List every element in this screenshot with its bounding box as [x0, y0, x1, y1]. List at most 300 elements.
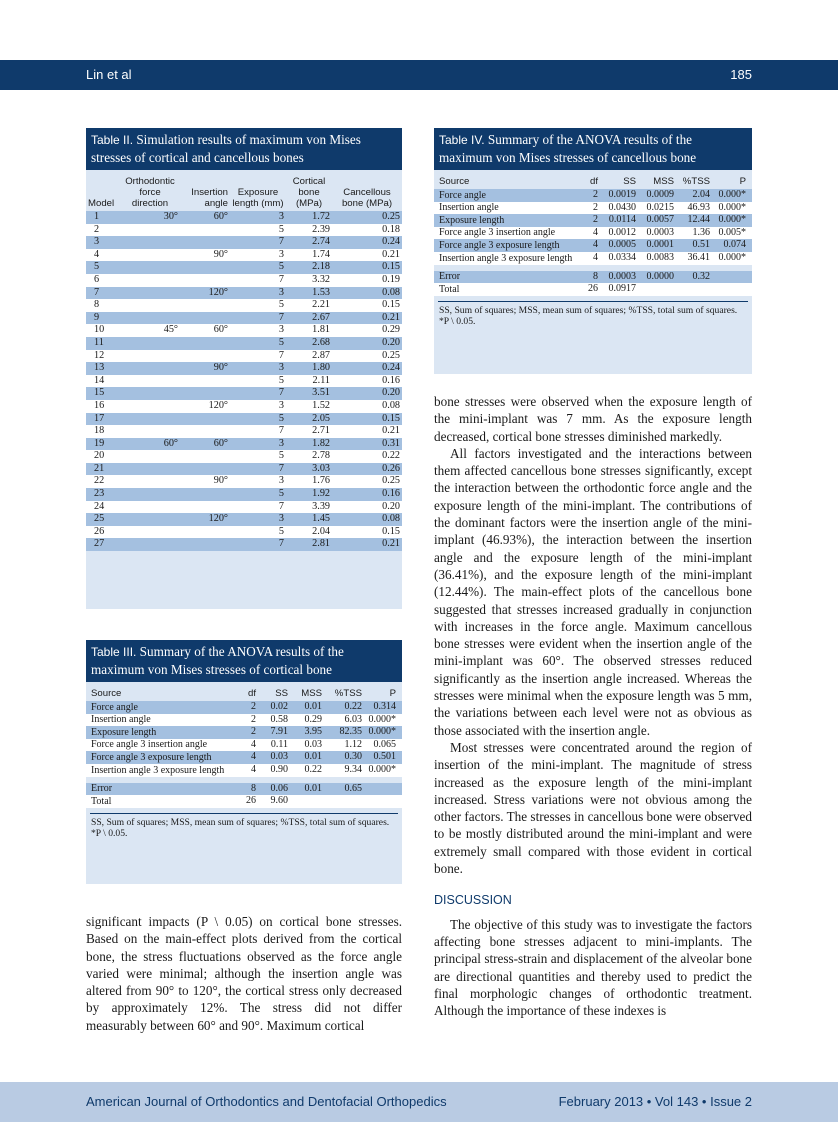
table-2-header-row	[86, 176, 402, 211]
table-cell	[180, 526, 230, 539]
table-2-header: Model	[88, 198, 115, 209]
table-cell: 26	[582, 283, 600, 296]
table-row	[86, 783, 402, 796]
table-cell: 0.22	[324, 701, 364, 714]
table-row	[434, 283, 752, 296]
table-4-header: Source	[439, 176, 470, 187]
table-cell: 0.01	[290, 751, 324, 764]
table-cell: 0.000*	[712, 202, 752, 215]
table-cell: 8	[86, 299, 120, 312]
table-3-header: SS	[275, 688, 288, 699]
table-cell: 0.01	[290, 783, 324, 796]
table-cell	[324, 795, 364, 808]
table-cell	[180, 375, 230, 388]
table-cell: 12	[86, 350, 120, 363]
table-cell	[120, 261, 180, 274]
table-cell: 0.02	[258, 701, 290, 714]
table-row	[86, 538, 402, 551]
table-cell: 7	[230, 312, 286, 325]
table-cell: 0.000*	[712, 214, 752, 227]
table-cell: 0.0430	[600, 202, 638, 215]
table-cell	[180, 274, 230, 287]
table-4-header: P	[739, 176, 746, 187]
table-cell: Force angle	[86, 701, 236, 714]
table-cell: 1.81	[286, 324, 332, 337]
table-cell: 0.51	[676, 239, 712, 252]
table-cell: 60°	[180, 438, 230, 451]
table-cell: 2.18	[286, 261, 332, 274]
table-cell: 0.0003	[638, 227, 676, 240]
table-row	[86, 362, 402, 375]
table-cell	[180, 312, 230, 325]
table-cell: Force angle 3 insertion angle	[86, 739, 236, 752]
table-cell: 90°	[180, 249, 230, 262]
table-row	[86, 261, 402, 274]
table-3-footnote: SS, Sum of squares; MSS, mean sum of squares; %TSS, total sum of squares. *P \ 0.05.	[90, 813, 398, 846]
table-cell	[180, 463, 230, 476]
table-cell: 0.20	[332, 337, 402, 350]
table-cell: 0.16	[332, 488, 402, 501]
table-cell: 0.03	[290, 739, 324, 752]
table-cell	[180, 350, 230, 363]
table-row	[86, 463, 402, 476]
table-cell: 1.72	[286, 211, 332, 224]
table-2-header: Insertion angle	[191, 187, 228, 209]
table-cell: 8	[582, 271, 600, 284]
table-row	[86, 501, 402, 514]
table-cell: 0.29	[332, 324, 402, 337]
table-cell: 1.74	[286, 249, 332, 262]
table-cell: Error	[434, 271, 582, 284]
table-cell: 4	[236, 764, 258, 777]
table-cell: 26	[86, 526, 120, 539]
table-row	[86, 350, 402, 363]
table-cell	[712, 271, 752, 284]
table-cell: 1.45	[286, 513, 332, 526]
table-cell: 9.34	[324, 764, 364, 777]
table-cell	[180, 337, 230, 350]
table-cell: 0.0003	[600, 271, 638, 284]
table-cell	[120, 274, 180, 287]
table-cell: 0.0215	[638, 202, 676, 215]
table-row	[86, 438, 402, 451]
table-cell: 1.36	[676, 227, 712, 240]
table-row	[434, 239, 752, 252]
table-cell: 2.78	[286, 450, 332, 463]
table-cell: 1.53	[286, 287, 332, 300]
table-cell: 2	[236, 714, 258, 727]
paragraph: bone stresses were observed when the exposure length of the mini-implant was 7 mm. As the exposure length decreased, cortical bone stresses diminished markedly.	[434, 394, 752, 444]
table-cell: 0.000*	[364, 726, 402, 739]
table-cell: 30°	[120, 211, 180, 224]
table-cell: 120°	[180, 287, 230, 300]
table-3-grid	[86, 688, 402, 808]
table-cell: 0.065	[364, 739, 402, 752]
table-cell	[120, 501, 180, 514]
table-cell: 120°	[180, 513, 230, 526]
table-cell: Insertion angle 3 exposure length	[86, 764, 236, 777]
table-cell: Force angle 3 exposure length	[86, 751, 236, 764]
table-row	[86, 413, 402, 426]
table-cell: 2.05	[286, 413, 332, 426]
table-cell: 7	[230, 425, 286, 438]
right-column-text	[434, 393, 752, 1019]
table-cell: 2.81	[286, 538, 332, 551]
table-cell: 3	[230, 475, 286, 488]
table-cell: 3	[230, 249, 286, 262]
table-row	[86, 287, 402, 300]
table-cell: 0.22	[332, 450, 402, 463]
table-cell	[120, 488, 180, 501]
table-cell: 0.000*	[712, 189, 752, 202]
table-cell: 0.501	[364, 751, 402, 764]
table-cell: Force angle 3 exposure length	[434, 239, 582, 252]
table-cell: 25	[86, 513, 120, 526]
table-cell: 2	[236, 726, 258, 739]
table-cell: 36.41	[676, 252, 712, 265]
table-cell: 0.01	[290, 701, 324, 714]
table-cell: 0.90	[258, 764, 290, 777]
table-cell: Insertion angle	[86, 714, 236, 727]
table-row	[86, 375, 402, 388]
table-cell	[676, 283, 712, 296]
table-cell: 2.21	[286, 299, 332, 312]
table-cell	[120, 513, 180, 526]
table-cell: 0.000*	[712, 252, 752, 265]
table-cell: 1.92	[286, 488, 332, 501]
table-cell	[120, 236, 180, 249]
table-cell	[180, 538, 230, 551]
table-cell	[180, 236, 230, 249]
table-cell: 2.04	[286, 526, 332, 539]
table-cell: 6.03	[324, 714, 364, 727]
table-cell: 0.0001	[638, 239, 676, 252]
table-cell: 60°	[180, 324, 230, 337]
table-cell: 7	[230, 387, 286, 400]
table-4-title: Table IV. Summary of the ANOVA results of the maximum von Mises stresses of cancellous bone	[434, 128, 752, 170]
table-cell: 5	[230, 488, 286, 501]
table-cell: 17	[86, 413, 120, 426]
table-cell	[120, 538, 180, 551]
table-row	[434, 189, 752, 202]
table-row	[86, 488, 402, 501]
table-cell: 5	[230, 261, 286, 274]
table-cell: 0.58	[258, 714, 290, 727]
table-cell: Insertion angle 3 exposure length	[434, 252, 582, 265]
table-cell: 0.0019	[600, 189, 638, 202]
table-row	[86, 726, 402, 739]
table-row	[86, 513, 402, 526]
table-cell: 90°	[180, 475, 230, 488]
table-cell: 8	[236, 783, 258, 796]
table-cell: 3.32	[286, 274, 332, 287]
table-cell: 0.21	[332, 312, 402, 325]
table-2-header: Exposure length (mm)	[232, 187, 284, 209]
table-cell: 2	[582, 189, 600, 202]
table-cell	[120, 413, 180, 426]
table-3-header: df	[247, 688, 256, 699]
table-cell: 0.21	[332, 425, 402, 438]
table-row	[86, 236, 402, 249]
table-cell: 2.11	[286, 375, 332, 388]
table-2-title: Table II. Simulation results of maximum von Mises stresses of cortical and cancellous bones	[86, 128, 402, 170]
table-cell: 2	[582, 214, 600, 227]
table-cell	[364, 795, 402, 808]
table-cell	[120, 362, 180, 375]
table-cell: 0.0012	[600, 227, 638, 240]
table-row	[86, 526, 402, 539]
table-cell: 2.67	[286, 312, 332, 325]
table-cell: 82.35	[324, 726, 364, 739]
table-cell: 0.0083	[638, 252, 676, 265]
table-row	[86, 764, 402, 777]
table-row	[86, 312, 402, 325]
table-cell: 5	[230, 224, 286, 237]
table-cell	[120, 350, 180, 363]
section-heading-discussion: DISCUSSION	[434, 893, 512, 908]
table-4-header: %TSS	[682, 176, 710, 187]
table-4-header-row	[434, 176, 752, 189]
table-cell: 3.39	[286, 501, 332, 514]
table-row	[434, 271, 752, 284]
table-cell: 0.08	[332, 287, 402, 300]
table-row	[86, 249, 402, 262]
table-row	[86, 211, 402, 224]
table-cell: 0.0334	[600, 252, 638, 265]
table-row	[434, 202, 752, 215]
table-cell: 5	[86, 261, 120, 274]
table-cell: 4	[236, 751, 258, 764]
left-column-text	[86, 913, 402, 1034]
table-cell: Exposure length	[434, 214, 582, 227]
table-cell	[120, 224, 180, 237]
running-footer	[0, 1082, 838, 1122]
table-cell: 7	[230, 274, 286, 287]
table-3-header: Source	[91, 688, 122, 699]
table-row	[86, 475, 402, 488]
table-cell: 0.20	[332, 501, 402, 514]
table-cell: 4	[582, 239, 600, 252]
table-cell: 0.06	[258, 783, 290, 796]
table-cell	[120, 375, 180, 388]
table-cell	[180, 425, 230, 438]
table-4-header: SS	[623, 176, 636, 187]
table-2-header: Cancellous bone (MPa)	[341, 187, 393, 209]
table-cell	[120, 526, 180, 539]
table-cell	[120, 312, 180, 325]
table-cell: 0.000*	[364, 714, 402, 727]
table-cell: Total	[86, 795, 236, 808]
table-cell: 0.25	[332, 350, 402, 363]
table-cell: 2.68	[286, 337, 332, 350]
table-cell: 0.16	[332, 375, 402, 388]
table-cell: 4	[582, 227, 600, 240]
table-cell	[180, 488, 230, 501]
table-cell: 0.25	[332, 475, 402, 488]
table-2-header: Cortical bone (MPa)	[292, 176, 326, 209]
table-cell: 0.15	[332, 299, 402, 312]
table-cell: 3	[230, 324, 286, 337]
table-3-header-row	[86, 688, 402, 701]
table-cell: 60°	[180, 211, 230, 224]
table-cell: 3.51	[286, 387, 332, 400]
table-cell: 0.24	[332, 362, 402, 375]
table-cell: 0.0114	[600, 214, 638, 227]
running-header-authors: Lin et al	[86, 67, 132, 82]
table-cell: 60°	[120, 438, 180, 451]
table-row	[86, 751, 402, 764]
table-row	[86, 387, 402, 400]
table-cell: 5	[230, 299, 286, 312]
table-cell: 7	[230, 236, 286, 249]
table-2	[86, 128, 402, 609]
table-cell: 3	[230, 400, 286, 413]
table-cell: 3	[86, 236, 120, 249]
running-header	[0, 60, 838, 90]
table-cell: 3	[230, 513, 286, 526]
table-cell: 0.11	[258, 739, 290, 752]
table-cell: 5	[230, 526, 286, 539]
table-cell: 4	[582, 252, 600, 265]
table-cell: 0.29	[290, 714, 324, 727]
table-cell: 0.15	[332, 526, 402, 539]
table-cell: 2	[582, 202, 600, 215]
table-cell	[712, 283, 752, 296]
table-cell: 0.15	[332, 261, 402, 274]
table-cell	[180, 501, 230, 514]
table-cell: 5	[230, 413, 286, 426]
table-cell	[120, 387, 180, 400]
table-cell	[638, 283, 676, 296]
table-cell: 0.26	[332, 463, 402, 476]
table-cell	[120, 475, 180, 488]
table-row	[86, 224, 402, 237]
table-cell: 0.0057	[638, 214, 676, 227]
table-2-grid	[86, 176, 402, 551]
table-cell: Total	[434, 283, 582, 296]
paragraph: significant impacts (P \ 0.05) on cortical bone stresses. Based on the main-effect plots derived from the cortical bone, the stress fluctuations observed as the force angle varied were minimal; although the insertion angle was altered from 90° to 120°, the cortical stress only decreased by approximately 12%. The stress did not differ measurably between 60° and 90°. Maximum cortical	[86, 914, 402, 1033]
table-cell: 1	[86, 211, 120, 224]
table-row	[86, 701, 402, 714]
table-cell: 5	[230, 450, 286, 463]
table-cell: 2.71	[286, 425, 332, 438]
table-cell: 26	[236, 795, 258, 808]
table-cell: 3	[230, 362, 286, 375]
table-cell	[120, 400, 180, 413]
table-cell: 0.22	[290, 764, 324, 777]
table-cell: Insertion angle	[434, 202, 582, 215]
table-cell: 20	[86, 450, 120, 463]
table-cell: 0.24	[332, 236, 402, 249]
table-row	[86, 400, 402, 413]
table-row	[86, 450, 402, 463]
table-3-header: MSS	[301, 688, 322, 699]
table-cell: 21	[86, 463, 120, 476]
table-row	[86, 714, 402, 727]
issue-info: February 2013 • Vol 143 • Issue 2	[558, 1094, 752, 1109]
table-cell: Force angle 3 insertion angle	[434, 227, 582, 240]
table-cell: 0.314	[364, 701, 402, 714]
table-cell: 2	[86, 224, 120, 237]
table-cell: 27	[86, 538, 120, 551]
table-cell: 11	[86, 337, 120, 350]
journal-name: American Journal of Orthodontics and Dentofacial Orthopedics	[86, 1094, 447, 1109]
table-cell: 0.25	[332, 211, 402, 224]
table-cell: 0.18	[332, 224, 402, 237]
table-cell: 0.005*	[712, 227, 752, 240]
table-cell: 9.60	[258, 795, 290, 808]
table-cell	[180, 413, 230, 426]
paragraph: The objective of this study was to investigate the factors affecting bone stresses adjacent to mini-implants. The principal stress-strain and displacement of the alveolar bone are directional quantities and thereby used to predict the final morphologic changes of orthodontic treatment. Although the importance of these indexes is	[434, 916, 752, 1019]
table-cell: 19	[86, 438, 120, 451]
table-cell: 9	[86, 312, 120, 325]
table-row	[86, 795, 402, 808]
table-cell: 4	[86, 249, 120, 262]
table-cell: 0.08	[332, 513, 402, 526]
table-cell: 2.87	[286, 350, 332, 363]
table-cell: 3	[230, 287, 286, 300]
table-cell: 7	[230, 501, 286, 514]
table-row	[86, 337, 402, 350]
table-cell: 7	[230, 538, 286, 551]
table-4	[434, 128, 752, 374]
table-cell	[180, 299, 230, 312]
table-cell: 120°	[180, 400, 230, 413]
table-cell: 7	[230, 350, 286, 363]
table-cell	[120, 249, 180, 262]
table-cell: 12.44	[676, 214, 712, 227]
table-cell	[120, 450, 180, 463]
table-cell: 1.76	[286, 475, 332, 488]
table-cell: Force angle	[434, 189, 582, 202]
table-cell	[120, 287, 180, 300]
table-cell: 46.93	[676, 202, 712, 215]
table-4-header: df	[589, 176, 598, 187]
table-4-grid	[434, 176, 752, 296]
table-cell: 0.31	[332, 438, 402, 451]
table-cell: 0.15	[332, 413, 402, 426]
table-cell	[120, 299, 180, 312]
table-cell	[120, 463, 180, 476]
table-row	[434, 214, 752, 227]
table-cell: 0.000*	[364, 764, 402, 777]
table-cell: 1.80	[286, 362, 332, 375]
table-cell: 1.12	[324, 739, 364, 752]
table-cell: 24	[86, 501, 120, 514]
table-3-title: Table III. Summary of the ANOVA results of the maximum von Mises stresses of cortical bone	[86, 640, 402, 682]
table-cell: 14	[86, 375, 120, 388]
table-4-footnote: SS, Sum of squares; MSS, mean sum of squares; %TSS, total sum of squares. *P \ 0.05.	[438, 301, 748, 334]
table-cell: 6	[86, 274, 120, 287]
table-cell: 0.30	[324, 751, 364, 764]
table-cell: 0.21	[332, 538, 402, 551]
table-cell: 1.82	[286, 438, 332, 451]
table-cell: 0.03	[258, 751, 290, 764]
table-cell: 4	[236, 739, 258, 752]
table-cell: 7	[86, 287, 120, 300]
table-cell: 0.19	[332, 274, 402, 287]
table-cell: 2.04	[676, 189, 712, 202]
table-cell: Exposure length	[86, 726, 236, 739]
table-cell: 1.52	[286, 400, 332, 413]
table-cell	[180, 387, 230, 400]
table-cell: 15	[86, 387, 120, 400]
table-cell: 0.08	[332, 400, 402, 413]
table-cell: 0.074	[712, 239, 752, 252]
table-3-header: P	[389, 688, 396, 699]
table-3-header: %TSS	[334, 688, 362, 699]
table-row	[434, 252, 752, 265]
